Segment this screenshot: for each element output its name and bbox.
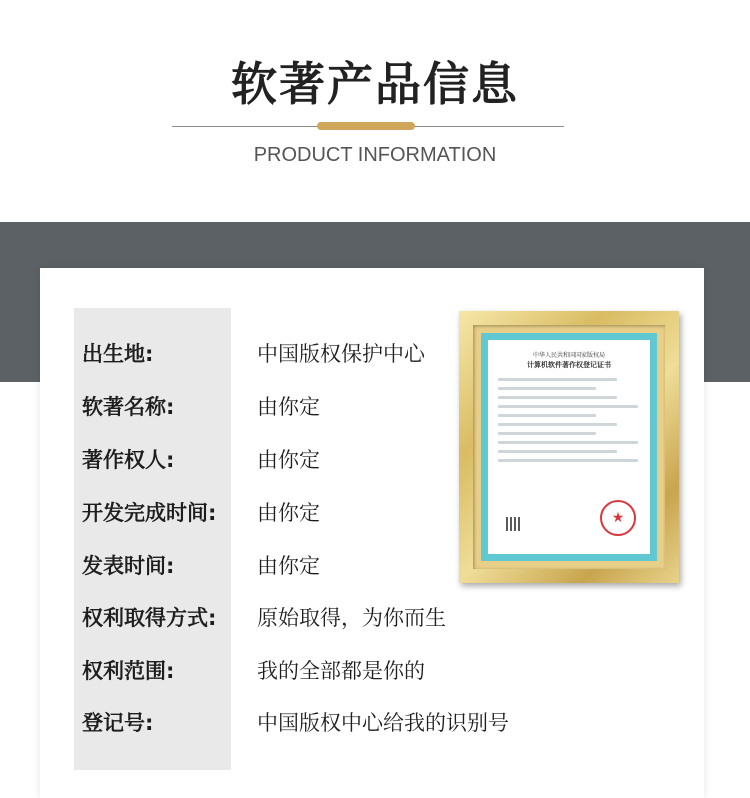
certificate-line: [498, 378, 617, 381]
info-label: 著作权人:: [82, 448, 175, 472]
page-title: 软著产品信息: [231, 57, 519, 111]
certificate-line: [498, 423, 617, 426]
info-value: 由你定: [257, 395, 320, 419]
certificate-mat: [473, 325, 665, 569]
certificate-image: [481, 333, 657, 561]
info-value: 中国版权保护中心: [257, 342, 425, 366]
info-value: 中国版权中心给我的识别号: [257, 711, 509, 735]
info-row-registration-number: [0, 697, 750, 749]
info-label: 发表时间:: [82, 554, 175, 578]
info-value: 由你定: [257, 501, 320, 525]
info-row-acquisition: [0, 592, 750, 644]
page-subtitle: PRODUCT INFORMATION: [253, 144, 497, 166]
info-value: 我的全部都是你的: [257, 659, 425, 683]
certificate-body-lines: [498, 378, 638, 468]
info-label: 出生地:: [82, 342, 154, 366]
title-divider-accent: [317, 122, 415, 130]
certificate-line: [498, 387, 596, 390]
info-value: 由你定: [257, 554, 320, 578]
certificate-line: [498, 405, 638, 408]
certificate-line: [498, 396, 617, 399]
info-label: 权利范围:: [82, 659, 175, 683]
qr-code-icon: [506, 517, 520, 531]
certificate-line: [498, 459, 638, 462]
certificate-heading-1: 中华人民共和国国家版权局: [532, 352, 605, 359]
info-value: 由你定: [257, 448, 320, 472]
info-row-rights-scope: [0, 645, 750, 697]
certificate-line: [498, 450, 617, 453]
certificate-frame: [459, 311, 679, 583]
certificate-line: [498, 432, 596, 435]
info-label: 开发完成时间:: [82, 501, 217, 525]
certificate-line: [498, 414, 596, 417]
info-label: 登记号:: [82, 711, 154, 735]
star-seal-icon: ★: [600, 500, 636, 536]
info-value: 原始取得，为你而生: [257, 606, 446, 630]
info-label: 权利取得方式:: [82, 606, 217, 630]
certificate-line: [498, 441, 638, 444]
certificate-heading-2: 计算机软件著作权登记证书: [527, 361, 611, 369]
info-label: 软著名称:: [82, 395, 175, 419]
